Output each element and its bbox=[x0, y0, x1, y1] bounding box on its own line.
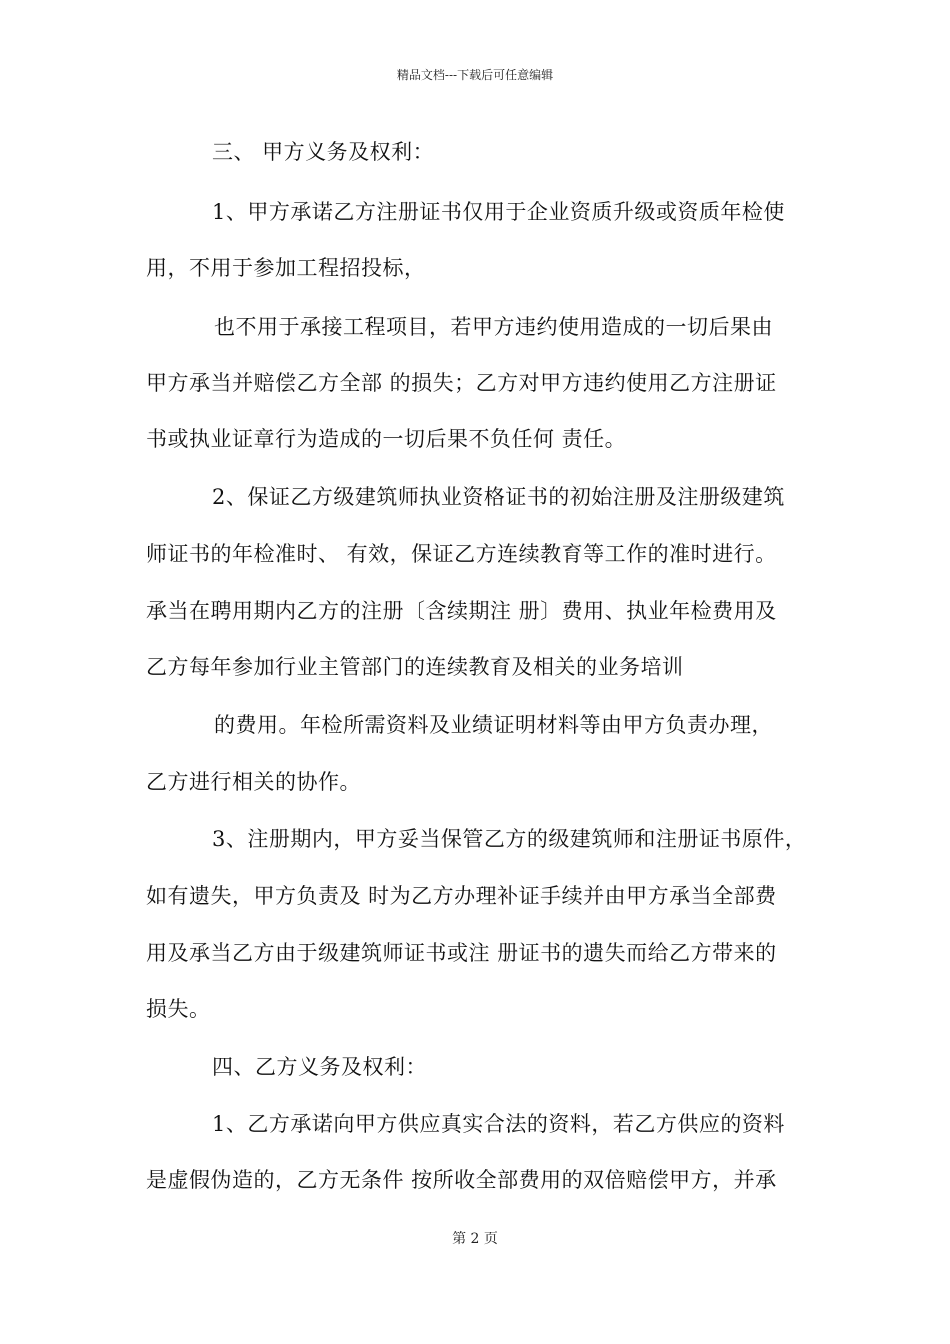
paragraph-line: 1、乙方承诺向甲方供应真实合法的资料，若乙方供应的资料 bbox=[212, 1112, 785, 1136]
page-header: 精品文档---下载后可任意编辑 bbox=[396, 68, 554, 82]
page-number: 第 2 页 bbox=[452, 1231, 498, 1247]
paragraph-line: 乙方每年参加行业主管部门的连续教育及相关的业务培训 bbox=[146, 655, 684, 679]
paragraph-line: 书或执业证章行为造成的一切后果不负任何 责任。 bbox=[146, 427, 627, 451]
paragraph-line: 的费用。年检所需资料及业绩证明材料等由甲方负责办理， bbox=[214, 713, 773, 737]
paragraph-line: 1、甲方承诺乙方注册证书仅用于企业资质升级或资质年检使 bbox=[212, 200, 785, 224]
paragraph-line: 2、保证乙方级建筑师执业资格证书的初始注册及注册级建筑 bbox=[212, 485, 785, 509]
section-heading-4: 四、乙方义务及权利： bbox=[212, 1055, 427, 1079]
paragraph-line: 用及承当乙方由于级建筑师证书或注 册证书的遗失而给乙方带来的 bbox=[146, 941, 777, 965]
paragraph-line: 是虚假伪造的，乙方无条件 按所收全部费用的双倍赔偿甲方，并承 bbox=[146, 1168, 777, 1192]
paragraph-line: 乙方进行相关的协作。 bbox=[146, 770, 361, 794]
paragraph-line: 用，不用于参加工程招投标， bbox=[146, 256, 426, 280]
paragraph-line: 损失。 bbox=[146, 997, 211, 1021]
paragraph-line: 3、注册期内，甲方妥当保管乙方的级建筑师和注册证书原件， bbox=[212, 827, 807, 851]
paragraph-line: 承当在聘用期内乙方的注册〔含续期注 册〕费用、执业年检费用及 bbox=[146, 599, 777, 623]
paragraph-line: 甲方承当并赔偿乙方全部 的损失；乙方对甲方违约使用乙方注册证 bbox=[146, 371, 777, 395]
section-heading-3: 三、 甲方义务及权利： bbox=[212, 140, 435, 164]
paragraph-line: 如有遗失，甲方负责及 时为乙方办理补证手续并由甲方承当全部费 bbox=[146, 884, 777, 908]
paragraph-line: 师证书的年检准时、 有效，保证乙方连续教育等工作的准时进行。 bbox=[146, 542, 777, 566]
paragraph-line: 也不用于承接工程项目，若甲方违约使用造成的一切后果由 bbox=[214, 315, 773, 339]
